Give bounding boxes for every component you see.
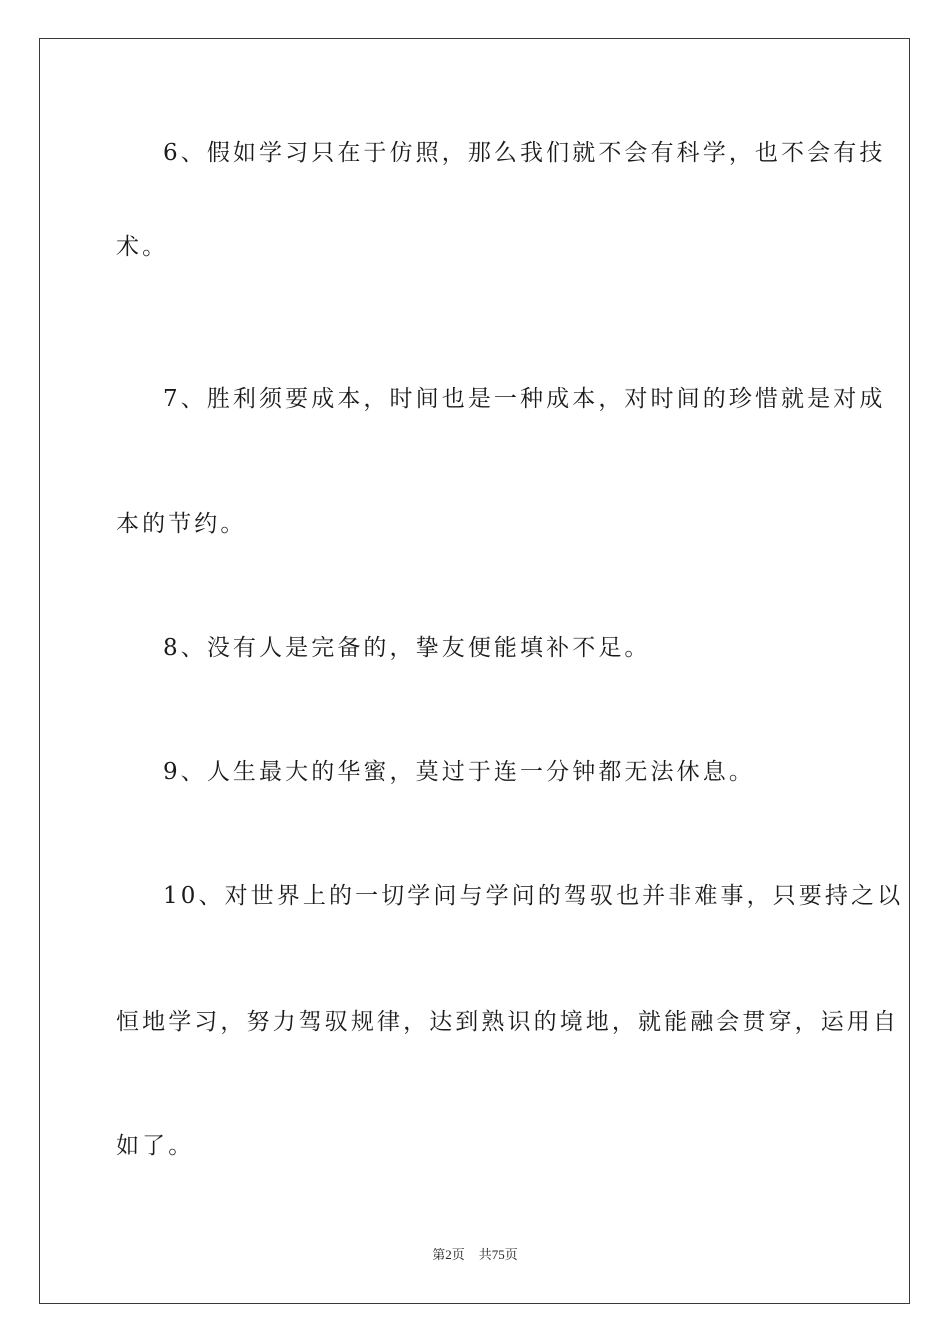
paragraph-10-line-2: 恒地学习，努力驾驭规律，达到熟识的境地，就能融会贯穿，运用自: [116, 1009, 899, 1035]
paragraph-6-line-2: 术。: [116, 234, 169, 260]
paragraph-10-line-3: 如了。: [116, 1133, 195, 1159]
page-number: 第2页: [432, 1247, 465, 1262]
page-footer: [0, 1246, 950, 1264]
page-total: 共75页: [478, 1247, 518, 1262]
paragraph-8: 8、没有人是完备的，挚友便能填补不足。: [163, 635, 651, 661]
page-frame: [39, 38, 910, 1304]
paragraph-6-line-1: 6、假如学习只在于仿照，那么我们就不会有科学，也不会有技: [163, 140, 886, 166]
paragraph-9: 9、人生最大的华蜜，莫过于连一分钟都无法休息。: [163, 759, 755, 785]
paragraph-7-line-1: 7、胜利须要成本，时间也是一种成本，对时间的珍惜就是对成: [163, 386, 886, 412]
paragraph-10-line-1: 10、对世界上的一切学问与学问的驾驭也并非难事，只要持之以: [163, 883, 904, 909]
paragraph-7-line-2: 本的节约。: [116, 511, 247, 537]
